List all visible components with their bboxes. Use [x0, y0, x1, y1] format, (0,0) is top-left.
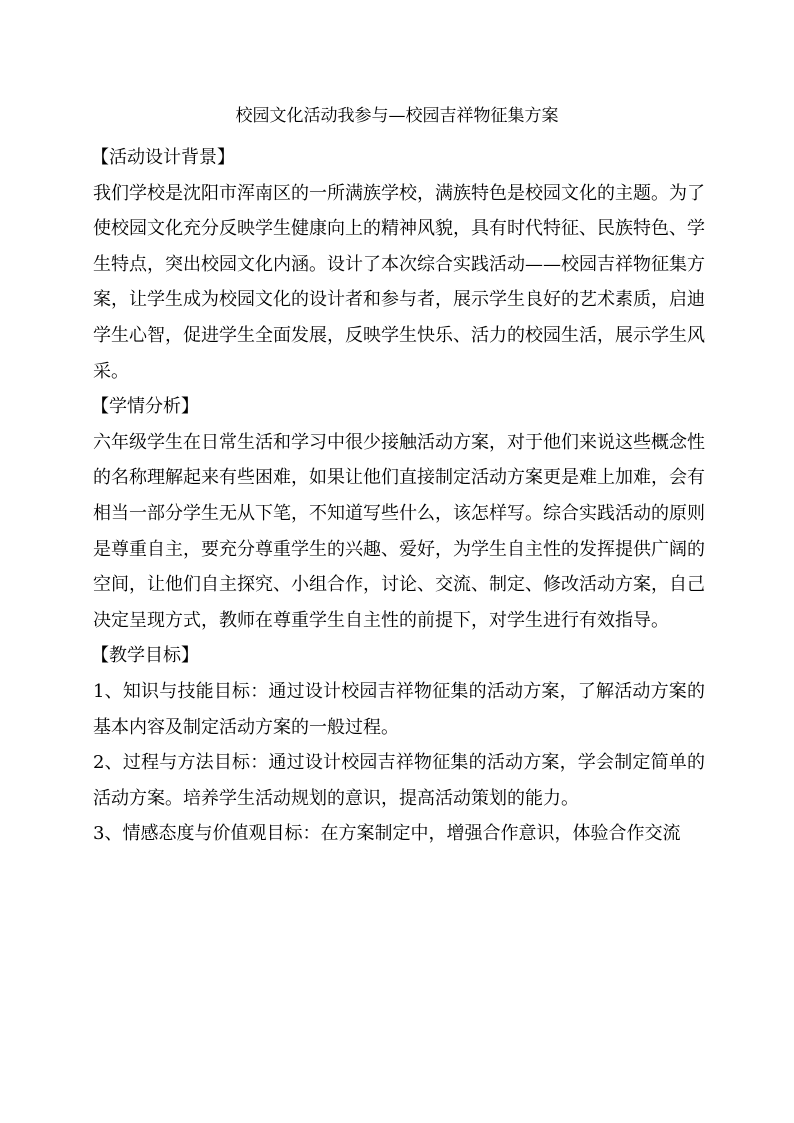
document-body [93, 140, 705, 852]
section-heading: 【活动设计背景】 [91, 147, 235, 168]
section-heading: 【教学目标】 [91, 645, 199, 667]
section-paragraph: 六年级学生在日常生活和学习中很少接触活动方案，对于他们来说这些概念性的名称理解起来有些困难，如果让他们直接制定活动方案更是难上加难，会有相当一部分学生无从下笔，不知道写些什么，该怎样写。综合实践活动的原则是尊重自主，要充分尊重学生的兴趣、爱好，为学生自主性的发挥提供广阔的空间，让他们自主探究、小组合作，讨论、交流、制定、修改活动方案，自己决定呈现方式，教师在尊重学生自主性的前提下，对学生进行有效指导。 [93, 431, 705, 631]
goal-item: 3、情感态度与价值观目标：在方案制定中，增强合作意识，体验合作交流 [93, 823, 681, 845]
goal-item: 2、过程与方法目标：通过设计校园吉祥物征集的活动方案，学会制定简单的活动方案。培养学生活动规划的意识，提高活动策划的能力。 [93, 752, 705, 809]
section-student-analysis [93, 389, 705, 638]
section-heading: 【学情分析】 [91, 396, 199, 418]
document-title: 校园文化活动我参与—校园吉祥物征集方案 [235, 106, 559, 126]
section-teaching-goals [93, 638, 705, 852]
section-background [93, 140, 705, 389]
section-paragraph: 我们学校是沈阳市浑南区的一所满族学校，满族特色是校园文化的主题。为了使校园文化充分反映学生健康向上的精神风貌，具有时代特征、民族特色、学生特点，突出校园文化内涵。设计了本次综合实践活动——校园吉祥物征集方案，让学生成为校园文化的设计者和参与者，展示学生良好的艺术素质，启迪学生心智，促进学生全面发展，反映学生快乐、活力的校园生活，展示学生风采。 [93, 182, 705, 382]
goal-item: 1、知识与技能目标：通过设计校园吉祥物征集的活动方案，了解活动方案的基本内容及制定活动方案的一般过程。 [93, 680, 705, 738]
